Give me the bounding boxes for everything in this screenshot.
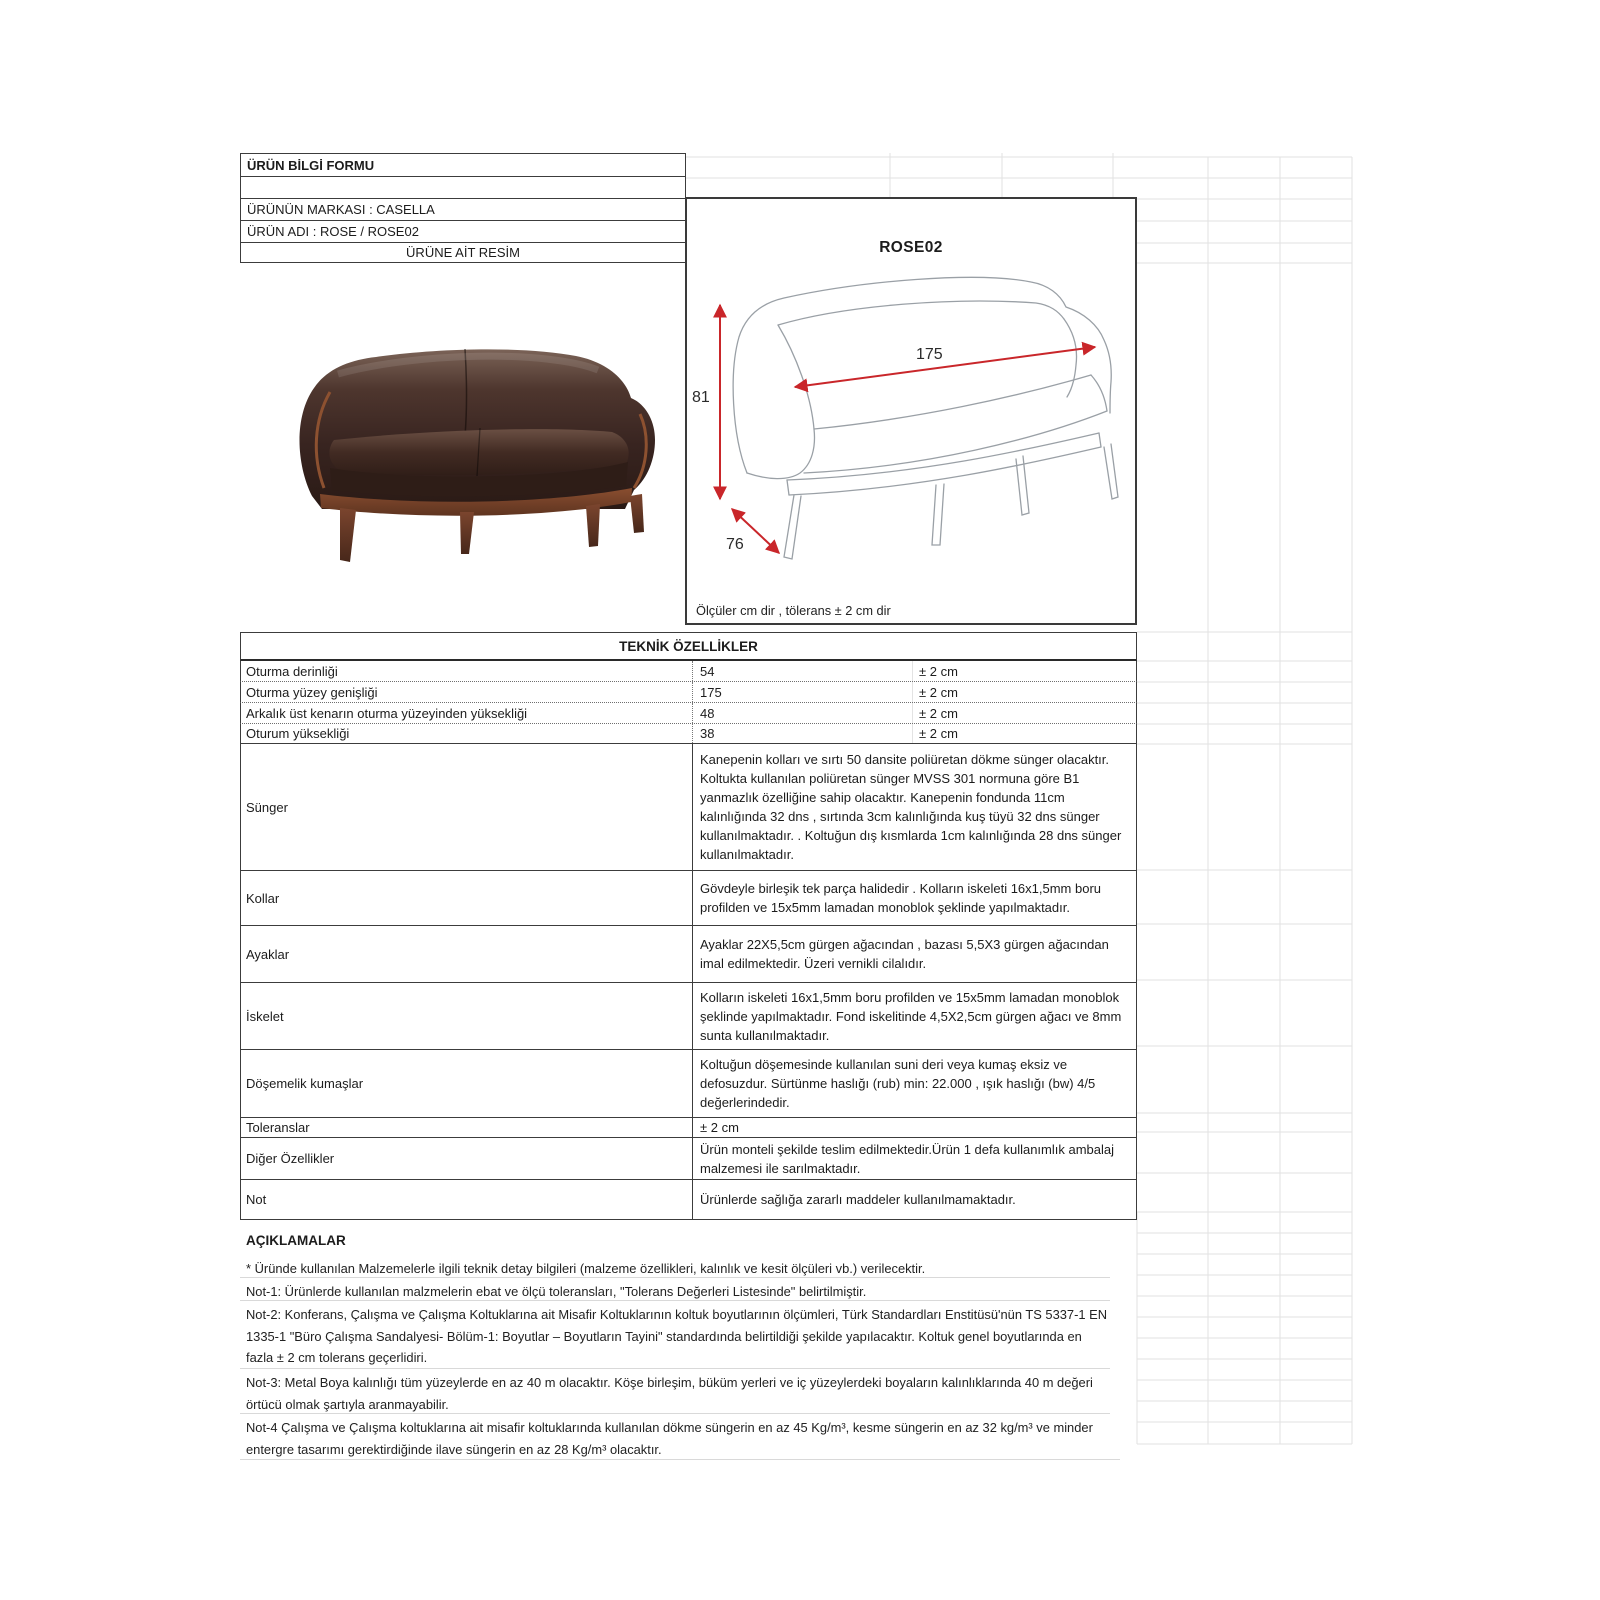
spec-value: Gövdeyle birleşik tek parça halidedir . Kolların iskeleti 16x1,5mm boru profilden ve 15x5mm lamadan monoblok şeklinde yapılmaktadır. [692, 871, 1136, 925]
measurement-value: 48 [692, 703, 912, 723]
spec-row-not [241, 1180, 1136, 1220]
spec-value: Ayaklar 22X5,5cm gürgen ağacından , bazası 5,5X3 gürgen ağacından imal edilmektedir. Üzeri vernikli cilalıdır. [692, 926, 1136, 982]
model-title: ROSE02 [879, 239, 943, 256]
spec-row-iskelet [241, 983, 1136, 1050]
specs-header [240, 632, 1137, 661]
spec-label: Ayaklar [246, 946, 290, 962]
measurement-tolerance: ± 2 cm [912, 724, 1136, 743]
spec-value: Kanepenin kolları ve sırtı 50 dansite poliüretan dökme sünger olacaktır. Koltukta kullanılan poliüretan sünger MVSS 301 normuna göre B1 yanmazlık özelliğine sahip olacaktır. Kanepenin fondunda 11cm kalınlığında 32 dns , sırtında 3cm kalınlığında kuş tüyü 32 dns sünger kullanılmaktadır. . Koltuğun dış kısmlarda 1cm kalınlığında 28 dns sünger kullanılmaktadır. [692, 744, 1136, 870]
measurement-value: 38 [692, 724, 912, 743]
brand-line: ÜRÜNÜN MARKASI : CASELLA [247, 202, 435, 217]
product-name-cell [240, 221, 686, 243]
spec-row-ayaklar [241, 926, 1136, 983]
measurement-row [240, 682, 1137, 703]
note-item: * Üründe kullanılan Malzemelerle ilgili teknik detay bilgileri (malzeme özellikleri, kalınlık ve kesit ölçüleri vb.) verilecektir. [240, 1256, 1110, 1278]
spec-row-sunger [241, 744, 1136, 871]
form-title: ÜRÜN BİLGİ FORMU [247, 157, 375, 173]
spec-label: İskelet [246, 1008, 284, 1024]
technical-drawing [686, 197, 1137, 625]
measurement-row [240, 703, 1137, 724]
spec-label: Toleranslar [246, 1120, 310, 1135]
form-title-cell [240, 153, 686, 177]
spec-label: Döşemelik kumaşlar [246, 1076, 364, 1091]
measurement-value: 54 [692, 661, 912, 681]
spec-row-diger [241, 1138, 1136, 1180]
spec-value: ± 2 cm [692, 1118, 1136, 1137]
sofa-body [300, 349, 656, 516]
measurement-tolerance: ± 2 cm [912, 703, 1136, 723]
width-dimension-arrow [795, 347, 1095, 387]
product-photo [268, 336, 664, 564]
measurement-tolerance: ± 2 cm [912, 682, 1136, 702]
drawing-caption: Ölçüler cm dir , tölerans ± 2 cm dir [696, 603, 891, 618]
notes-header: AÇIKLAMALAR [246, 1233, 346, 1248]
specs-header-label: TEKNİK ÖZELLİKLER [619, 638, 758, 654]
spec-value: Ürün monteli şekilde teslim edilmektedir.Ürün 1 defa kullanımlık ambalaj malzemesi ile sarılmaktadır. [692, 1138, 1136, 1179]
height-dimension-label: 81 [692, 389, 710, 406]
note-item: Not-1: Ürünlerde kullanılan malzmelerin ebat ve ölçü toleransları, "Tolerans Değerleri Listesinde" belirtilmiştir. [240, 1279, 1110, 1301]
measurement-row [240, 661, 1137, 682]
measurement-label: Oturma yüzey genişliği [246, 684, 378, 700]
brand-cell [240, 199, 686, 221]
spec-value: Ürünlerde sağlığa zararlı maddeler kullanılmamaktadır. [692, 1180, 1136, 1219]
dimension-arrows [720, 305, 1095, 553]
spec-label: Kollar [246, 890, 280, 906]
spec-label: Sünger [246, 799, 288, 815]
spec-value: Kolların iskeleti 16x1,5mm boru profilden ve 15x5mm lamadan monoblok şeklinde yapılmaktadır. Fond iskelitinde 4,5X2,5cm gürgen ağacı ve 8mm sunta kullanılmaktadır. [692, 983, 1136, 1049]
measurement-value: 175 [692, 682, 912, 702]
depth-dimension-label: 76 [726, 536, 744, 553]
measurement-row [240, 724, 1137, 744]
width-dimension-label: 175 [916, 346, 943, 363]
spec-label: Diğer Özellikler [246, 1151, 335, 1166]
product-name-line: ÜRÜN ADI : ROSE / ROSE02 [247, 224, 419, 239]
image-header-label: ÜRÜNE AİT RESİM [406, 245, 520, 260]
measurement-label: Arkalık üst kenarın oturma yüzeyinden yüksekliği [246, 705, 528, 721]
image-header-cell [240, 243, 686, 263]
spec-value: Koltuğun döşemesinde kullanılan suni deri veya kumaş eksiz ve defosuzdur. Sürtünme haslığı (rub) min: 22.000 , ışık haslığı (bw) 4/5 değerlerindedir. [692, 1050, 1136, 1117]
empty-row-cell [240, 177, 686, 199]
spec-row-kollar [241, 871, 1136, 926]
measurement-tolerance: ± 2 cm [912, 661, 1136, 681]
spec-row-toleranslar [241, 1118, 1136, 1138]
note-item: Not-3: Metal Boya kalınlığı tüm yüzeylerde en az 40 m olacaktır. Köşe birleşim, büküm yerleri ve iç yüzeylerdeki boyaların kalınlıklarında 40 m değeri örtücü olmak şartıyla aranmayabilir. [240, 1370, 1110, 1414]
note-item: Not-2: Konferans, Çalışma ve Çalışma Koltuklarına ait Misafir Koltuklarının koltuk boyutlarının ölçümleri, Türk Standardları Enstitüsü'nün TS 5337-1 EN 1335-1 "Büro Çalışma Sandalyesi- Bölüm-1: Boyutlar – Boyutların Tayini" standardında belirtildiği şekilde yapılacaktır. Koltuk genel boyutlarında en fazla ± 2 cm tolerans geçerlidiri. [240, 1302, 1110, 1369]
sofa-line-art [733, 277, 1118, 559]
measurement-label: Oturum yüksekliği [246, 726, 350, 741]
detail-spec-table [240, 744, 1137, 1220]
spec-row-dosemelik [241, 1050, 1136, 1118]
spec-label: Not [246, 1192, 267, 1207]
measurement-label: Oturma derinliği [246, 663, 338, 679]
note-item: Not-4 Çalışma ve Çalışma koltuklarına ait misafir koltuklarında kullanılan dökme süngerin en az 45 Kg/m³, kesme süngerin en az 32 kg/m³ ve minder entergre tasarımı gerektirdiğinde ilave süngerin en az 28 Kg/m³ olacaktır. [240, 1415, 1120, 1460]
